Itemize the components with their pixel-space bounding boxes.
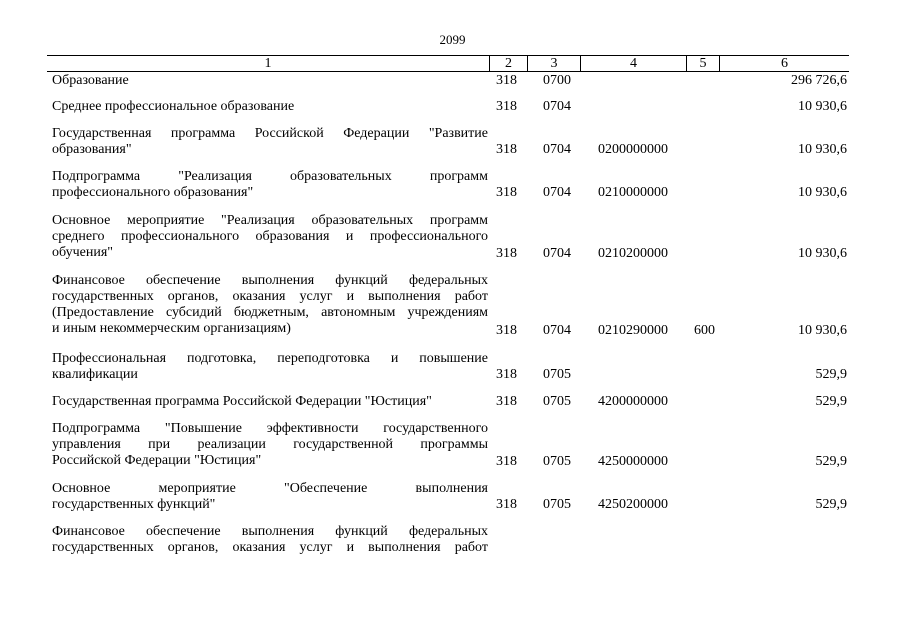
row-description: [52, 481, 488, 513]
description-line: и иным некоммерческим организациям): [52, 321, 291, 336]
section-code: 0705: [543, 367, 571, 382]
admin-code: 318: [496, 454, 517, 469]
description-line: государственных органов, оказания услуг и выполнения работ: [52, 289, 488, 304]
target-code: 4250000000: [598, 454, 668, 469]
target-code: 4250200000: [598, 497, 668, 512]
amount: 529,9: [815, 454, 847, 469]
amount: 10 930,6: [798, 142, 847, 157]
row-description: [52, 73, 488, 89]
amount: 10 930,6: [798, 99, 847, 114]
row-description: [52, 213, 488, 261]
description-line: Основное мероприятие "Реализация образовательных программ: [52, 213, 488, 228]
admin-code: 318: [496, 73, 517, 88]
section-code: 0705: [543, 394, 571, 409]
amount: 10 930,6: [798, 185, 847, 200]
row-description: [52, 351, 488, 383]
header-col-1: 1: [264, 56, 272, 71]
row-description: [52, 421, 488, 469]
section-code: 0700: [543, 73, 571, 88]
description-line: Финансовое обеспечение выполнения функций федеральных: [52, 273, 488, 288]
row-description: [52, 273, 488, 337]
row-description: [52, 126, 488, 158]
description-line: Образование: [52, 73, 129, 88]
description-line: государственных функций": [52, 497, 216, 512]
admin-code: 318: [496, 497, 517, 512]
admin-code: 318: [496, 394, 517, 409]
row-description: [52, 394, 488, 410]
header-col-4: 4: [630, 56, 637, 71]
description-line: (Предоставление субсидий бюджетным, автономным учреждениям: [52, 305, 488, 320]
section-code: 0704: [543, 185, 571, 200]
table-header: [47, 55, 849, 72]
description-line: Государственная программа Российской Федерации "Развитие: [52, 126, 488, 141]
target-code: 0210000000: [598, 185, 668, 200]
amount: 529,9: [815, 367, 847, 382]
target-code: 4200000000: [598, 394, 668, 409]
description-line: обучения": [52, 245, 113, 260]
admin-code: 318: [496, 142, 517, 157]
description-line: Российской Федерации "Юстиция": [52, 453, 262, 468]
header-col-2: 2: [505, 56, 512, 71]
page-number: 2099: [439, 32, 466, 47]
amount: 529,9: [815, 394, 847, 409]
description-line: государственных органов, оказания услуг и выполнения работ: [52, 540, 488, 555]
description-line: управления при реализации государственной программы: [52, 437, 488, 452]
description-line: Профессиональная подготовка, переподготовка и повышение: [52, 351, 488, 366]
section-code: 0704: [543, 142, 571, 157]
amount: 10 930,6: [798, 246, 847, 261]
expense-type: 600: [694, 323, 715, 338]
section-code: 0704: [543, 323, 571, 338]
admin-code: 318: [496, 323, 517, 338]
description-line: Финансовое обеспечение выполнения функций федеральных: [52, 524, 488, 539]
section-code: 0705: [543, 497, 571, 512]
description-line: образования": [52, 142, 132, 157]
header-col-3: 3: [550, 56, 558, 71]
admin-code: 318: [496, 246, 517, 261]
description-line: среднего профессионального образования и профессионального: [52, 229, 488, 244]
target-code: 0200000000: [598, 142, 668, 157]
section-code: 0705: [543, 454, 571, 469]
admin-code: 318: [496, 99, 517, 114]
amount: 10 930,6: [798, 323, 847, 338]
header-col-6: 6: [781, 56, 788, 71]
target-code: 0210200000: [598, 246, 668, 261]
target-code: 0210290000: [598, 323, 668, 338]
description-line: Основное мероприятие "Обеспечение выполнения: [52, 481, 488, 496]
row-description: [52, 524, 488, 556]
row-description: [52, 99, 488, 115]
row-description: [52, 169, 488, 201]
description-line: профессионального образования": [52, 185, 254, 200]
amount: 529,9: [815, 497, 847, 512]
description-line: Подпрограмма "Повышение эффективности государственного: [52, 421, 488, 436]
section-code: 0704: [543, 246, 571, 261]
description-line: Подпрограмма "Реализация образовательных программ: [52, 169, 488, 184]
description-line: квалификации: [52, 367, 138, 382]
description-line: Государственная программа Российской Федерации "Юстиция": [52, 394, 432, 409]
admin-code: 318: [496, 185, 517, 200]
section-code: 0704: [543, 99, 571, 114]
admin-code: 318: [496, 367, 517, 382]
description-line: Среднее профессиональное образование: [52, 99, 295, 114]
header-col-5: 5: [699, 56, 707, 71]
amount: 296 726,6: [791, 73, 847, 88]
